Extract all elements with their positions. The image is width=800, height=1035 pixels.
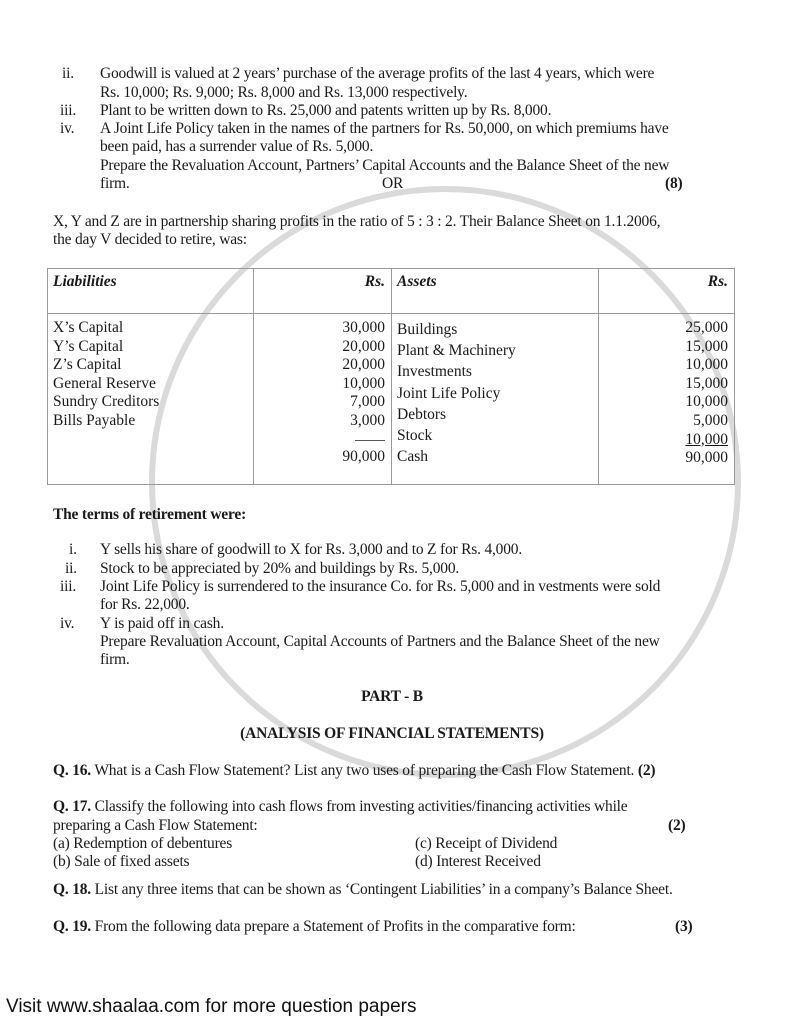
terms-heading: The terms of retirement were: [53,506,247,523]
item-number: i. [69,541,77,558]
asset-amount: 10,000 [685,356,728,374]
term-text: Joint Life Policy is surrendered to the insurance Co. for Rs. 5,000 and in vestments were sold [100,578,661,595]
asset-name: Plant & Machinery [397,342,516,360]
question-18 [53,881,673,899]
item-number: iii. [60,578,76,595]
option: (d) Interest Received [415,853,541,870]
liability-amount: 3,000 [350,411,385,429]
marks: (2) [668,817,686,834]
term-text: Prepare Revaluation Account, Capital Accounts of Partners and the Balance Sheet of the new [100,633,660,650]
asset-name: Cash [397,448,428,466]
option: (b) Sale of fixed assets [53,853,190,870]
asset-amount: 15,000 [685,374,728,392]
marks: (8) [665,175,683,192]
item-number: iii. [60,102,76,119]
liability-name: X’s Capital [53,319,124,336]
or-label: OR [382,175,404,192]
part-b-heading: PART - B [361,688,423,705]
term-text: for Rs. 22,000. [100,596,190,613]
asset-amount: 10,000 [685,430,728,448]
item-text: firm. [100,175,130,192]
asset-name: Joint Life Policy [397,384,501,402]
question-text: What is a Cash Flow Statement? List any two uses of preparing the Cash Flow Statement. [90,762,635,779]
term-text: Y sells his share of goodwill to X for Rs. 3,000 and to Z for Rs. 4,000. [100,541,523,558]
asset-name: Buildings [397,321,458,338]
liability-name: Sundry Creditors [53,393,160,411]
asset-name: Investments [397,363,472,381]
item-text: Rs. 10,000; Rs. 9,000; Rs. 8,000 and Rs. 13,000 respectively. [100,84,468,101]
question-intro: X, Y and Z are in partnership sharing profits in the ratio of 5 : 3 : 2. Their Balance Sheet on 1.1.2006, [53,213,661,230]
liability-amount: 20,000 [342,337,385,355]
marks: (3) [675,918,693,935]
option: (c) Receipt of Dividend [415,835,558,852]
question-text: From the following data prepare a Statement of Profits in the comparative form: [90,918,576,935]
liability-amount: 30,000 [342,319,385,336]
asset-name: Stock [397,427,433,445]
question-text: preparing a Cash Flow Statement: [53,817,258,834]
item-text: Plant to be written down to Rs. 25,000 and patents written up by Rs. 8,000. [100,102,552,119]
item-number: ii. [62,65,74,82]
liability-amount: 7,000 [350,393,385,411]
question-text: List any three items that can be shown as ‘Contingent Liabilities’ in a company’s Balance Sheet. [90,881,673,898]
part-b-subtitle: (ANALYSIS OF FINANCIAL STATEMENTS) [240,725,544,742]
total-rule [355,440,385,441]
question-19 [53,918,576,936]
term-text: firm. [100,651,130,668]
asset-name: Debtors [397,405,447,423]
header-assets: Assets [397,273,437,290]
asset-amount: 15,000 [685,337,728,355]
liability-name: General Reserve [53,374,156,392]
item-number: iv. [60,615,75,632]
item-number: iv. [60,120,75,137]
liability-amount: 20,000 [342,356,385,374]
asset-amount: 5,000 [693,411,728,429]
header-liabilities: Liabilities [53,273,117,290]
footer-link[interactable]: Visit www.shaalaa.com for more question papers [6,996,417,1017]
question-text: Classify the following into cash flows from investing activities/financing activities while [90,798,628,815]
asset-amount: 25,000 [685,319,728,336]
question-label: Q. 19. [53,918,91,935]
balance-sheet-table [47,268,735,485]
liability-amount: 10,000 [342,374,385,392]
term-text: Y is paid off in cash. [100,615,224,632]
question-label: Q. 18. [53,881,91,898]
option: (a) Redemption of debentures [53,835,233,852]
item-text: Prepare the Revaluation Account, Partners’ Capital Accounts and the Balance Sheet of the new [100,157,670,174]
question-16 [53,762,655,780]
question-label: Q. 16. [53,762,91,779]
liability-name: Y’s Capital [53,337,124,355]
item-text: Goodwill is valued at 2 years’ purchase of the average profits of the last 4 years, which were [100,65,655,82]
marks: (2) [637,762,656,779]
asset-amount: 10,000 [685,393,728,411]
liability-name: Z’s Capital [53,356,122,374]
question-17 [53,798,627,816]
question-intro: the day V decided to retire, was: [53,231,247,248]
assets-total: 90,000 [685,449,728,467]
question-label: Q. 17. [53,798,91,815]
header-rs: Rs. [364,273,385,290]
item-number: ii. [65,560,77,577]
item-text: been paid, has a surrender value of Rs. 5,000. [100,138,374,155]
item-text: A Joint Life Policy taken in the names of the partners for Rs. 50,000, on which premiums have [100,120,669,137]
header-rs: Rs. [707,273,728,290]
liability-name: Bills Payable [53,411,136,429]
term-text: Stock to be appreciated by 20% and buildings by Rs. 5,000. [100,560,460,577]
liabilities-total: 90,000 [342,447,385,465]
